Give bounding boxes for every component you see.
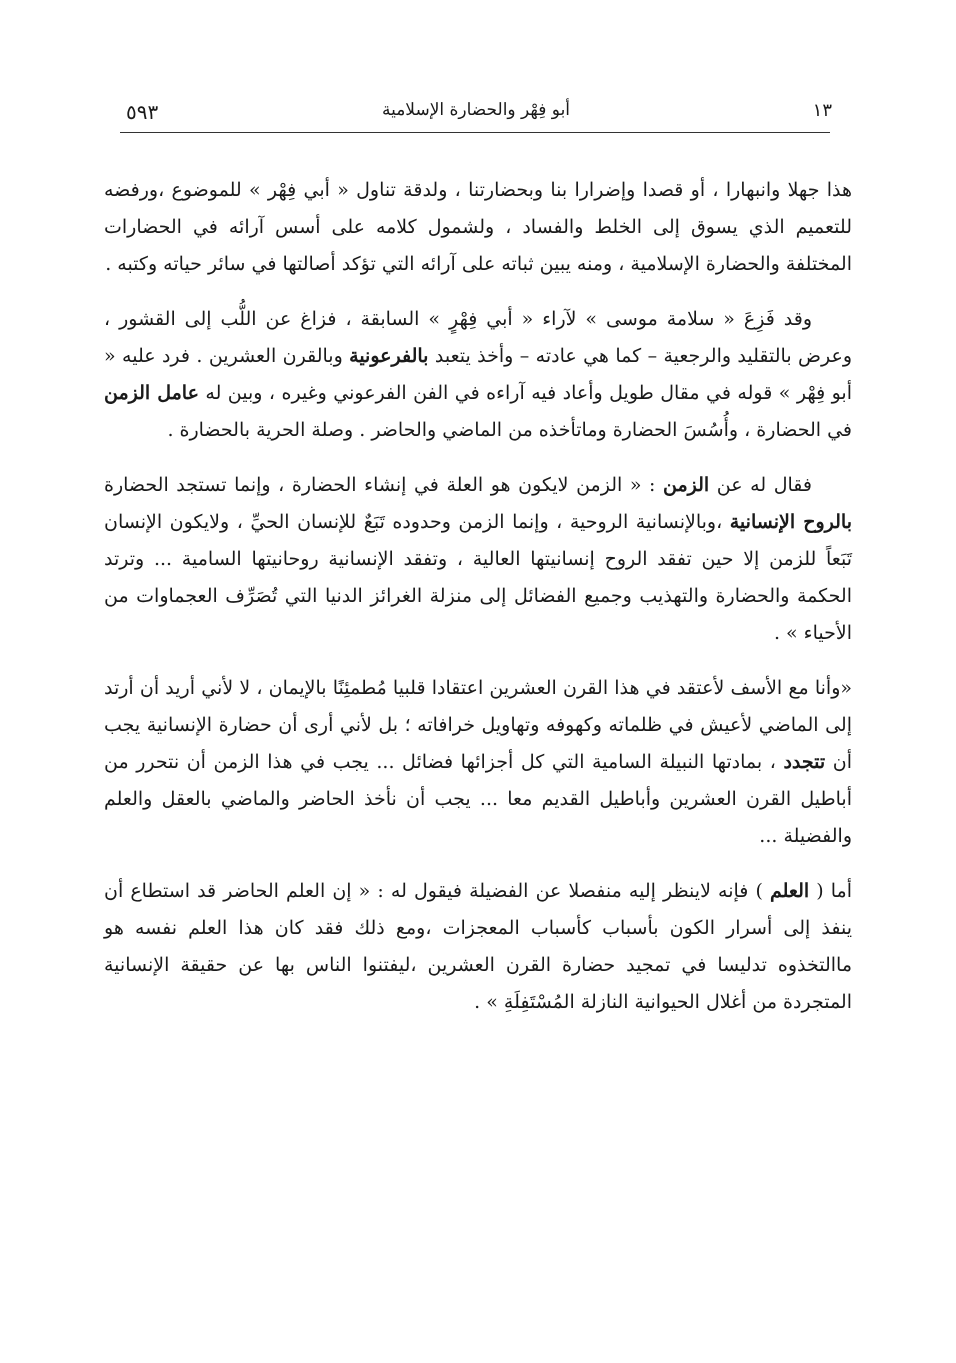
paragraph-text: ، بمادتها النبيلة السامية التي كل أجزائها فضائل ... يجب في هذا الزمن أن نتحرر من أباطيل القرن العشرين وأباطيل القديم معا ... يجب أن نأخذ الحاضر والماضي بالعقل والعلم والفضيلة ... <box>104 751 852 847</box>
paragraph-3 <box>104 467 852 652</box>
paragraph-text: فقال له عن <box>709 474 812 496</box>
paragraph-text: : « الزمن لايكون هو العلة في إنشاء الحضارة ، وإنما تستجد الحضارة <box>104 474 664 496</box>
page-header <box>100 96 852 136</box>
paragraph-text: وبالقرن العشرين . فرد عليه « أبو فِهْر » قوله في مقال طويل وأعاد فيه آراءه في الفن الفرعوني وغيره ، وبين له <box>104 345 852 404</box>
paragraph-text: أما ( <box>809 880 852 902</box>
paragraph-1 <box>104 172 852 283</box>
paragraph-text: هذا جهلا وانبهارا ، أو قصدا وإضرارا بنا وبحضارتنا ، ولدقة تناول « أبي فِهْر » للموضوع ،ورفضه للتعميم الذي يسوق إلى الخلط والفساد ، ولشمول كلامه على أسس آرائه في الحضارات المختلفة والحضارة الإسلامية ، ومنه يبين ثباته على آرائه التي تؤكد أصالتها في سائر حياته وكتبه . <box>104 179 852 275</box>
paragraph-text: «وأنا مع الأسف لأعتقد في هذا القرن العشرين اعتقادا قلبيا مُطمئِنًا بالإيمان ، لا لأني أريد أن أرتد إلى الماضي لأعيش في ظلماته وكهوفه وتهاويل خرافاته ؛ بل لأني أرى أن حضارة الإنسانية يجب أن <box>104 677 852 773</box>
paragraph-text: في الحضارة ، وأُسُسَ الحضارة وماتأخذه من الماضي والحاضر . وصلة الحرية بالحضارة . <box>167 419 852 441</box>
paragraph-4 <box>104 670 852 855</box>
bold-term-pharaonism: بالفرعونية <box>349 345 429 367</box>
chapter-mark: ١٣ <box>812 100 832 121</box>
page-body <box>104 172 852 1039</box>
running-title: أبو فِهْر والحضارة الإسلامية <box>381 100 571 120</box>
paragraph-text: وقد فَزِعَ « سلامة موسى » لآراء « أبي فِهْرٍ » السابقة ، فزاغ عن اللُّب إلى القشور ، وعرض بالتقليد والرجعية – كما هي عادته – وأخذ يتعبد <box>104 308 852 367</box>
bold-term-science: العلم <box>769 880 810 902</box>
paragraph-2 <box>104 301 852 449</box>
page-number: ٥٩٣ <box>126 100 159 124</box>
bold-term-human-spirit: بالروح الإنسانية <box>729 511 852 533</box>
header-rule <box>120 132 830 133</box>
paragraph-text: ،وبالإنسانية الروحية ، وإنما الزمن وحدوده تَبَعٌ للإنسان الحيِّ ، ولايكون الإنسان تَبَعاً للزمن إلا حين تفقد الروح إنسانيتها العالية ، وتفقد الإنسانية روحانيتها السامية ... وترتد الحكمة والحضارة والتهذيب وجميع الفضائل إلى منزلة الغرائز الدنيا التي تُصَرِّف العجماوات من الأحياء » . <box>104 511 852 644</box>
paragraph-text: ) فإنه لاينظر إليه منفصلا عن الفضيلة فيقول له : « إن العلم الحاضر قد استطاع أن ينفذ إلى أسرار الكون بأسباب كأسباب المعجزات ،ومع ذلك فقد كان هذا العلم نفسه هو ماالتخذوه تدليسا في تمجيد حضارة القرن العشرين ،ليفتنوا الناس بها عن حقيقة الإنسانية المتجردة من أغلال الحيوانية النازلة المُسْتَفِلَةِ » . <box>104 880 852 1013</box>
paragraph-5 <box>104 873 852 1021</box>
bold-term-time-factor: عامل الزمن <box>104 382 199 404</box>
bold-term-time: الزمن <box>663 474 710 496</box>
bold-term-renew: تتجدد <box>783 751 826 773</box>
